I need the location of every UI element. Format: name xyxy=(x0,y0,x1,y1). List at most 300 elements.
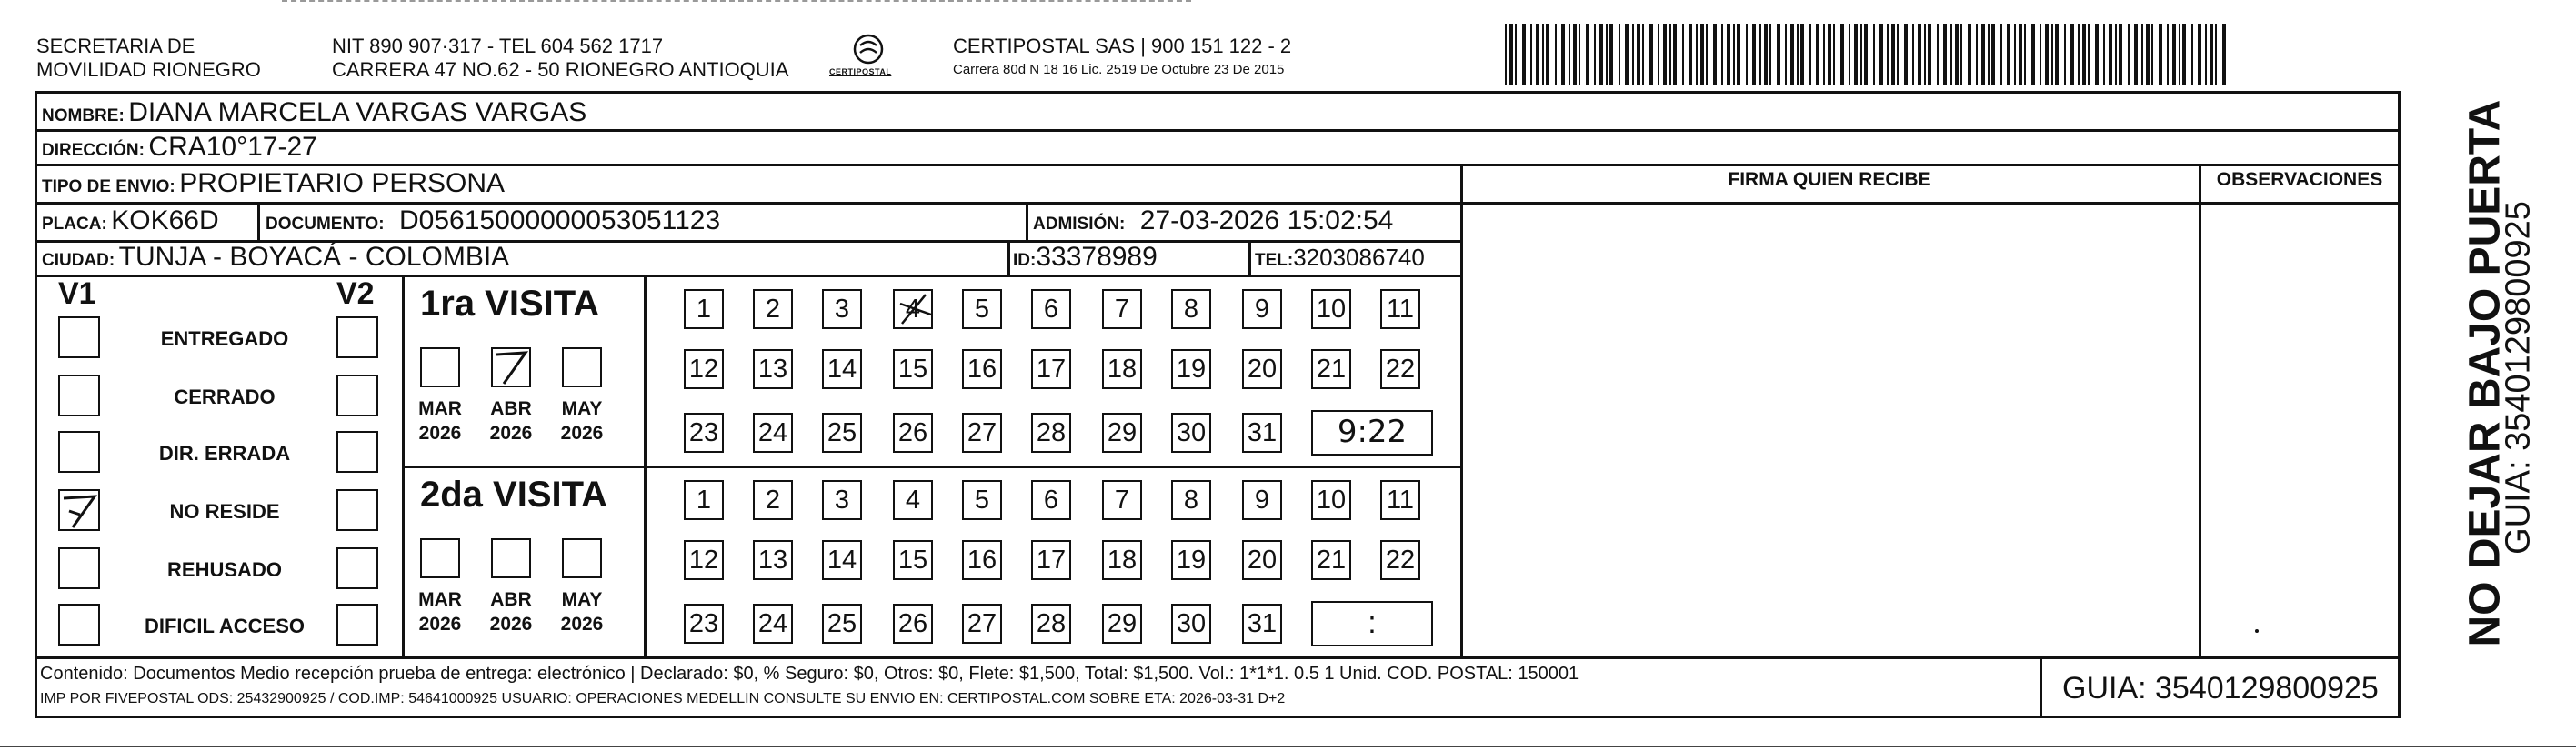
barcode-bar xyxy=(1733,24,1735,85)
day-box[interactable] xyxy=(1102,480,1142,520)
day-box[interactable] xyxy=(753,289,793,329)
barcode-bar xyxy=(2151,24,2153,85)
barcode-bar xyxy=(1988,24,1990,85)
day-box[interactable] xyxy=(684,540,724,580)
visit-time-field[interactable]: 9:22 xyxy=(1311,410,1433,456)
barcode-bar xyxy=(1696,24,1698,85)
day-box[interactable] xyxy=(962,413,1002,453)
month-checkbox[interactable] xyxy=(420,347,460,387)
month-name: MAR xyxy=(418,589,462,610)
v1-header: V1 xyxy=(58,276,96,311)
barcode-bar xyxy=(1864,24,1868,85)
barcode-bar xyxy=(1579,24,1580,85)
month-label xyxy=(479,396,543,446)
barcode-bar xyxy=(2007,24,2010,85)
barcode-bar xyxy=(1981,24,1985,85)
day-number: 2 xyxy=(765,486,781,515)
barcode-bar xyxy=(1759,24,1761,85)
status-label: REHUSADO xyxy=(167,558,282,581)
day-number: 3 xyxy=(834,295,850,324)
barcode-bar xyxy=(2040,24,2041,85)
id-field xyxy=(1013,239,1158,280)
day-box[interactable] xyxy=(893,349,933,389)
month-year: 2026 xyxy=(418,614,462,635)
day-number: 28 xyxy=(1036,418,1067,447)
barcode-bar xyxy=(2024,24,2026,85)
barcode-bar xyxy=(2095,24,2099,85)
day-box[interactable] xyxy=(962,289,1002,329)
barcode-bar xyxy=(1573,24,1577,85)
side-text xyxy=(2410,99,2564,647)
month-checkbox[interactable] xyxy=(562,538,602,578)
day-box[interactable] xyxy=(822,289,862,329)
day-number: 29 xyxy=(1107,609,1138,638)
sender-line-1: SECRETARIA DE xyxy=(36,35,195,57)
day-box[interactable] xyxy=(1311,289,1351,329)
day-box[interactable] xyxy=(684,604,724,644)
barcode-bar xyxy=(1555,24,1557,85)
day-number: 30 xyxy=(1176,418,1207,447)
barcode-bar xyxy=(1887,24,1889,85)
day-number: 12 xyxy=(688,355,719,384)
barcode-bar xyxy=(2179,24,2180,85)
barcode xyxy=(1505,24,2228,85)
day-box[interactable] xyxy=(962,480,1002,520)
day-box[interactable] xyxy=(822,413,862,453)
barcode-bar xyxy=(1663,24,1667,85)
day-number: 13 xyxy=(757,355,788,384)
day-box[interactable] xyxy=(822,349,862,389)
day-box[interactable] xyxy=(1031,289,1071,329)
barcode-bar xyxy=(2182,24,2186,85)
barcode-bar xyxy=(1658,24,1659,85)
day-box[interactable] xyxy=(893,413,933,453)
day-box[interactable] xyxy=(1242,413,1282,453)
day-number: 6 xyxy=(1043,486,1059,515)
month-year: 2026 xyxy=(418,423,462,444)
barcode-bar xyxy=(2000,24,2002,85)
barcode-bar xyxy=(1522,24,1526,85)
day-number: 13 xyxy=(757,546,788,575)
day-box[interactable] xyxy=(1102,540,1142,580)
barcode-bar xyxy=(2055,24,2059,85)
sender-line-2: MOVILIDAD RIONEGRO xyxy=(36,58,261,81)
barcode-bar xyxy=(2159,24,2162,85)
barcode-bar xyxy=(1706,24,1708,85)
v1-checkbox[interactable] xyxy=(58,316,100,358)
barcode-bar xyxy=(2064,24,2066,85)
barcode-bar xyxy=(1700,24,1704,85)
day-box[interactable] xyxy=(1242,604,1282,644)
footer-divider xyxy=(35,656,2401,659)
day-number: 18 xyxy=(1107,546,1138,575)
company-line-1: CERTIPOSTAL SAS | 900 151 122 - 2 xyxy=(953,35,1292,57)
v1-checkbox[interactable] xyxy=(58,547,100,589)
day-number: 10 xyxy=(1316,295,1347,324)
guia-footer: GUIA: 3540129800925 xyxy=(2062,671,2379,706)
barcode-bar xyxy=(2141,24,2143,85)
barcode-bar xyxy=(2109,24,2112,85)
day-box[interactable] xyxy=(1380,540,1420,580)
barcode-graphic xyxy=(1505,24,2228,85)
placa-value: KOK66D xyxy=(111,205,219,235)
day-number: 22 xyxy=(1385,546,1416,575)
barcode-bar xyxy=(1561,24,1565,85)
logo-icon xyxy=(827,33,909,87)
v1-checkbox[interactable] xyxy=(58,489,100,531)
barcode-bar xyxy=(1943,24,1947,85)
month-year: 2026 xyxy=(560,614,604,635)
tel-value: 3203086740 xyxy=(1293,244,1425,271)
day-box[interactable] xyxy=(753,349,793,389)
day-number: 17 xyxy=(1036,546,1067,575)
row-divider xyxy=(1460,202,2401,205)
barcode-bar xyxy=(1727,24,1730,85)
barcode-bar xyxy=(1800,24,1804,85)
day-number: 8 xyxy=(1183,295,1199,324)
day-box[interactable] xyxy=(1242,289,1282,329)
day-box[interactable] xyxy=(893,289,933,329)
day-number: 9 xyxy=(1254,486,1270,515)
day-box[interactable] xyxy=(1242,349,1282,389)
nit-line: NIT 890 907·317 - TEL 604 562 1717 xyxy=(332,35,664,57)
barcode-bar xyxy=(1777,24,1780,85)
barcode-bar xyxy=(1764,24,1768,85)
v2-checkbox[interactable] xyxy=(336,604,378,646)
month-label xyxy=(408,587,472,636)
month-name: ABR xyxy=(490,589,532,610)
barcode-bar xyxy=(1769,24,1771,85)
barcode-bar xyxy=(1854,24,1858,85)
barcode-bar xyxy=(2210,24,2213,85)
v2-checkbox[interactable] xyxy=(336,431,378,473)
documento-label: DOCUMENTO: xyxy=(266,215,385,234)
col-divider xyxy=(1248,240,1251,275)
barcode-bar xyxy=(1632,24,1634,85)
day-box[interactable] xyxy=(684,349,724,389)
admision-field xyxy=(1033,203,1393,244)
barcode-bar xyxy=(1840,24,1844,85)
v1-checkbox[interactable] xyxy=(58,431,100,473)
barcode-bar xyxy=(1669,24,1671,85)
day-box[interactable] xyxy=(684,480,724,520)
day-box[interactable] xyxy=(1171,289,1211,329)
address-line: CARRERA 47 NO.62 - 50 RIONEGRO ANTIOQUIA xyxy=(332,58,789,81)
day-box[interactable] xyxy=(893,604,933,644)
visit-title: 1ra VISITA xyxy=(420,284,600,324)
barcode-bar xyxy=(1509,24,1513,85)
status-label: NO RESIDE xyxy=(169,500,280,523)
barcode-bar xyxy=(1955,24,1959,85)
day-box[interactable] xyxy=(1311,349,1351,389)
observaciones-header: OBSERVACIONES xyxy=(2216,169,2383,190)
visit-time-field[interactable]: : xyxy=(1311,601,1433,646)
month-label xyxy=(550,587,614,636)
barcode-bar xyxy=(2198,24,2201,85)
col-divider xyxy=(1460,164,1463,656)
barcode-bar xyxy=(2119,24,2122,85)
barcode-bar xyxy=(1809,24,1811,85)
sender-contact xyxy=(332,35,788,82)
day-box[interactable] xyxy=(1380,480,1420,520)
day-box[interactable] xyxy=(1031,480,1071,520)
barcode-bar xyxy=(2070,24,2074,85)
tipo-envio-row xyxy=(42,165,505,206)
day-number: 27 xyxy=(967,609,997,638)
day-box[interactable] xyxy=(1171,480,1211,520)
day-box[interactable] xyxy=(1031,349,1071,389)
barcode-bar xyxy=(1673,24,1677,85)
status-label: CERRADO xyxy=(174,386,276,408)
day-box[interactable] xyxy=(1031,604,1071,644)
day-box[interactable] xyxy=(962,349,1002,389)
day-number: 5 xyxy=(974,486,990,515)
day-number: 23 xyxy=(688,609,719,638)
v2-checkbox[interactable] xyxy=(336,316,378,358)
barcode-bar xyxy=(2088,24,2090,85)
barcode-bar xyxy=(1619,24,1620,85)
day-box[interactable] xyxy=(1171,349,1211,389)
day-box[interactable] xyxy=(1380,349,1420,389)
v2-header: V2 xyxy=(336,276,375,311)
col-divider xyxy=(1007,240,1010,275)
ciudad-value: TUNJA - BOYACÁ - COLOMBIA xyxy=(118,242,510,272)
day-box[interactable] xyxy=(1031,540,1071,580)
day-box[interactable] xyxy=(753,540,793,580)
day-box[interactable] xyxy=(753,604,793,644)
placa-field xyxy=(42,203,219,244)
day-number: 15 xyxy=(897,546,928,575)
month-checkbox[interactable] xyxy=(420,538,460,578)
barcode-bar xyxy=(1879,24,1883,85)
day-box[interactable] xyxy=(1242,480,1282,520)
barcode-bar xyxy=(2134,24,2138,85)
month-name: MAY xyxy=(561,589,603,610)
barcode-bar xyxy=(2078,24,2080,85)
direccion-row xyxy=(42,129,317,170)
barcode-bar xyxy=(2103,24,2105,85)
day-number: 14 xyxy=(827,355,857,384)
barcode-bar xyxy=(1737,24,1740,85)
barcode-bar xyxy=(1752,24,1756,85)
month-checkbox[interactable] xyxy=(562,347,602,387)
admision-value: 27-03-2026 15:02:54 xyxy=(1139,205,1394,235)
month-name: MAR xyxy=(418,398,462,419)
day-number: 4 xyxy=(905,295,921,324)
day-number: 30 xyxy=(1176,609,1207,638)
admision-label: ADMISIÓN: xyxy=(1033,215,1126,234)
day-box[interactable] xyxy=(822,540,862,580)
v1-checkbox[interactable] xyxy=(58,375,100,416)
barcode-bar xyxy=(1797,24,1799,85)
day-number: 14 xyxy=(827,546,857,575)
barcode-bar xyxy=(1609,24,1613,85)
barcode-bar xyxy=(1569,24,1570,85)
barcode-bar xyxy=(1849,24,1850,85)
day-box[interactable] xyxy=(1380,289,1420,329)
barcode-bar xyxy=(1542,24,1544,85)
day-number: 27 xyxy=(967,418,997,447)
check-mark-icon xyxy=(60,491,98,529)
day-number: 19 xyxy=(1176,355,1207,384)
v2-checkbox[interactable] xyxy=(336,489,378,531)
status-label: DIR. ERRADA xyxy=(158,442,291,465)
day-box[interactable] xyxy=(1102,349,1142,389)
day-box[interactable] xyxy=(753,413,793,453)
barcode-bar xyxy=(2019,24,2022,85)
documento-value: D05615000000053051123 xyxy=(399,205,721,235)
day-mark-icon xyxy=(895,291,935,341)
tel-field xyxy=(1255,239,1425,280)
contenido-line: Contenido: Documentos Medio recepción prueba de entrega: electrónico | Declarado: $0, % Seguro: $0, Otros: $0, Flete: $1,500, Total: $1,500. Vol.: 1*1*1. 0.5 1 Unid. COD. POSTAL: 150001 xyxy=(40,664,1579,684)
barcode-bar xyxy=(2215,24,2217,85)
company-info xyxy=(953,35,1291,79)
day-box[interactable] xyxy=(1171,604,1211,644)
visit-title: 2da VISITA xyxy=(420,475,607,515)
day-number: 25 xyxy=(827,418,857,447)
barcode-bar xyxy=(1785,24,1787,85)
barcode-bar xyxy=(1713,24,1717,85)
status-label: ENTREGADO xyxy=(160,327,289,350)
barcode-bar xyxy=(1546,24,1549,85)
day-box[interactable] xyxy=(1102,289,1142,329)
barcode-bar xyxy=(2167,24,2169,85)
barcode-bar xyxy=(1918,24,1921,85)
impresion-line: IMP POR FIVEPOSTAL ODS: 25432900925 / COD.IMP: 54641000925 USUARIO: OPERACIONES MEDELLIN CONSULTE SU ENVIO EN: CERTIPOSTAL.COM SOBRE ETA: 2026-03-31 D+2 xyxy=(40,691,1286,706)
day-box[interactable] xyxy=(962,604,1002,644)
day-box[interactable] xyxy=(1102,604,1142,644)
day-number: 11 xyxy=(1386,486,1415,515)
logo-text: CERTIPOSTAL xyxy=(829,67,892,76)
day-box[interactable] xyxy=(822,604,862,644)
day-number: 24 xyxy=(757,609,788,638)
id-label: ID: xyxy=(1013,251,1037,270)
day-number: 15 xyxy=(897,355,928,384)
barcode-bar xyxy=(1649,24,1653,85)
day-box[interactable] xyxy=(1311,480,1351,520)
tipo-envio-value: PROPIETARIO PERSONA xyxy=(179,168,506,198)
barcode-bar xyxy=(2045,24,2049,85)
day-box[interactable] xyxy=(753,480,793,520)
day-box[interactable] xyxy=(1311,540,1351,580)
day-box[interactable] xyxy=(1102,413,1142,453)
barcode-bar xyxy=(1594,24,1596,85)
side-guia-text: GUIA: 3540129800925 xyxy=(2499,201,2538,555)
day-number: 21 xyxy=(1316,355,1347,384)
barcode-bar xyxy=(1536,24,1539,85)
check-mark-icon xyxy=(493,349,529,386)
v2-checkbox[interactable] xyxy=(336,547,378,589)
barcode-bar xyxy=(1637,24,1640,85)
barcode-bar xyxy=(1891,24,1895,85)
day-number: 25 xyxy=(827,609,857,638)
day-number: 23 xyxy=(688,418,719,447)
barcode-bar xyxy=(1530,24,1532,85)
col-divider xyxy=(2040,656,2042,718)
day-number: 21 xyxy=(1316,546,1347,575)
barcode-bar xyxy=(2115,24,2117,85)
barcode-bar xyxy=(1873,24,1875,85)
status-label: DIFICIL ACCESO xyxy=(144,615,305,637)
id-value: 33378989 xyxy=(1036,242,1158,272)
barcode-bar xyxy=(1912,24,1914,85)
barcode-bar xyxy=(1689,24,1692,85)
day-number: 2 xyxy=(765,295,781,324)
day-number: 18 xyxy=(1107,355,1138,384)
v2-checkbox[interactable] xyxy=(336,375,378,416)
day-box[interactable] xyxy=(684,413,724,453)
no-dejar-text: NO DEJAR BAJO PUERTA xyxy=(2461,99,2510,647)
day-number: 9 xyxy=(1254,295,1270,324)
barcode-bar xyxy=(1924,24,1926,85)
barcode-bar xyxy=(2014,24,2016,85)
day-number: 19 xyxy=(1176,546,1207,575)
day-number: 12 xyxy=(688,546,719,575)
day-number: 10 xyxy=(1316,486,1347,515)
direccion-label: DIRECCIÓN: xyxy=(42,141,145,160)
month-checkbox[interactable] xyxy=(491,347,531,387)
month-checkbox[interactable] xyxy=(491,538,531,578)
day-number: 11 xyxy=(1386,295,1415,324)
barcode-bar xyxy=(1505,24,1507,85)
v1-checkbox[interactable] xyxy=(58,604,100,646)
barcode-bar xyxy=(1606,24,1608,85)
barcode-bar xyxy=(1860,24,1862,85)
day-box[interactable] xyxy=(1171,413,1211,453)
bottom-edge-line xyxy=(0,746,2576,747)
barcode-bar xyxy=(1833,24,1835,85)
barcode-bar xyxy=(1904,24,1908,85)
day-box[interactable] xyxy=(962,540,1002,580)
barcode-bar xyxy=(2146,24,2150,85)
day-number: 1 xyxy=(696,295,712,324)
barcode-bar xyxy=(1960,24,1962,85)
day-number: 7 xyxy=(1114,295,1130,324)
barcode-bar xyxy=(2082,24,2086,85)
barcode-bar xyxy=(1599,24,1603,85)
day-number: 16 xyxy=(967,546,997,575)
month-year: 2026 xyxy=(489,423,533,444)
ciudad-label: CIUDAD: xyxy=(42,251,115,270)
barcode-bar xyxy=(1515,24,1517,85)
day-box[interactable] xyxy=(1171,540,1211,580)
day-number: 26 xyxy=(897,418,928,447)
month-label xyxy=(479,587,543,636)
day-box[interactable] xyxy=(1242,540,1282,580)
day-box[interactable] xyxy=(893,480,933,520)
visit-divider xyxy=(402,466,1460,468)
signature-area xyxy=(1464,205,2197,655)
day-number: 31 xyxy=(1247,609,1278,638)
barcode-bar xyxy=(1746,24,1748,85)
day-box[interactable] xyxy=(1031,413,1071,453)
col-divider xyxy=(257,202,260,240)
day-number: 24 xyxy=(757,418,788,447)
month-year: 2026 xyxy=(489,614,533,635)
barcode-bar xyxy=(1828,24,1831,85)
day-number: 4 xyxy=(905,486,921,515)
day-number: 20 xyxy=(1247,355,1278,384)
day-box[interactable] xyxy=(822,480,862,520)
day-number: 7 xyxy=(1114,486,1130,515)
barcode-bar xyxy=(2172,24,2176,85)
day-box[interactable] xyxy=(893,540,933,580)
tel-label: TEL: xyxy=(1255,251,1294,270)
day-box[interactable] xyxy=(684,289,724,329)
sender-name xyxy=(36,35,261,82)
day-number: 31 xyxy=(1247,418,1278,447)
month-label xyxy=(408,396,472,446)
